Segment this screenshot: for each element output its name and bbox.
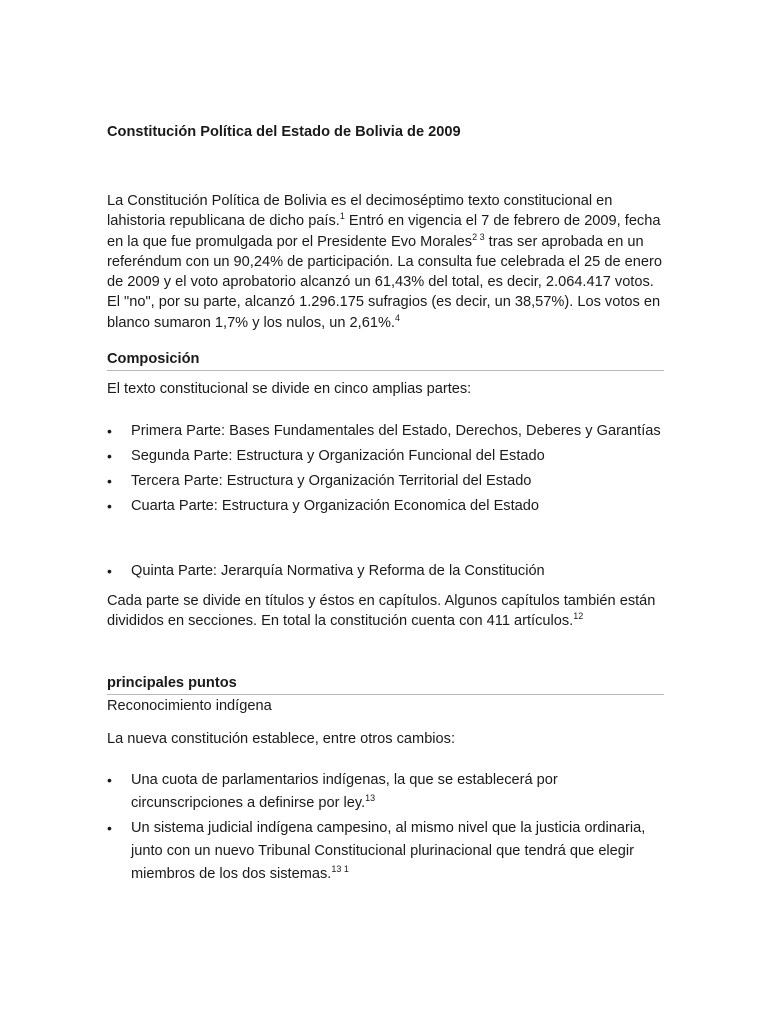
composicion-lead: El texto constitucional se divide en cinco amplias partes:: [107, 381, 472, 397]
footnote-ref[interactable]: 12: [573, 611, 584, 622]
footnote-ref[interactable]: 2 3: [472, 231, 485, 242]
bullet-icon: •: [107, 820, 112, 836]
list-item: [107, 769, 664, 815]
list-item: [107, 817, 664, 886]
footnote-ref[interactable]: 13: [365, 793, 376, 803]
intro-text-1: La Constitución Política de Bolivia es el decimoséptimo texto constitucional en lahistoria republicana de dicho país.: [107, 193, 613, 230]
list-item: [107, 470, 664, 493]
list-item-text: Quinta Parte: Jerarquía Normativa y Reforma de la Constitución: [131, 563, 545, 579]
parts-list: [107, 420, 664, 520]
list-item-text: Cuarta Parte: Estructura y Organización Economica del Estado: [131, 498, 540, 514]
section-heading-composicion: Composición: [107, 351, 664, 371]
bullet-icon: •: [107, 498, 112, 514]
changes-list: [107, 769, 664, 888]
parts-list-2: [107, 560, 664, 585]
list-item: [107, 560, 664, 583]
intro-text-2: Entró en vigencia el 7 de febrero de 2009, fecha en la que fue promulgada por el Presidente Evo Morales: [107, 213, 661, 250]
list-item-text: Segunda Parte: Estructura y Organización Funcional del Estado: [131, 448, 545, 464]
bullet-icon: •: [107, 563, 112, 579]
list-item-text: Tercera Parte: Estructura y Organización Territorial del Estado: [131, 473, 532, 489]
footnote-ref[interactable]: 1: [339, 211, 345, 222]
document-title: Constitución Política del Estado de Bolivia de 2009: [107, 124, 461, 140]
intro-text-3: tras ser aprobada en un referéndum con un 90,24% de participación. La consulta fue celebrada el 25 de enero de 2009 y el voto aprobatorio alcanzó un 61,43% del total, es decir, 2.064.417 votos. El "no", por su parte, alcanzó 1.296.175 sufragios (es decir, un 38,57%). Los votos en blanco sumaron 1,7% y los nulos, un 2,61%.: [107, 233, 662, 331]
bullet-icon: •: [107, 772, 112, 788]
subheading-reconocimiento: Reconocimiento indígena: [107, 698, 272, 714]
footnote-ref[interactable]: 13 1: [331, 864, 349, 874]
list-item-text: Primera Parte: Bases Fundamentales del Estado, Derechos, Deberes y Garantías: [131, 423, 661, 439]
list-item-text: Un sistema judicial indígena campesino, al mismo nivel que la justicia ordinaria, junto con un nuevo Tribunal Constitucional plurinacional que tendrá que elegir miembros de los dos sistemas.: [131, 820, 646, 882]
closing-text: Cada parte se divide en títulos y éstos en capítulos. Algunos capítulos también están divididos en secciones. En total la constitución cuenta con 411 artículos.: [107, 593, 656, 630]
list-item: [107, 420, 664, 443]
bullet-icon: •: [107, 473, 112, 489]
footnote-ref[interactable]: 4: [395, 312, 401, 323]
list-item: [107, 445, 664, 468]
composicion-closing: [107, 591, 664, 632]
section-heading-principales-puntos: principales puntos: [107, 675, 664, 695]
intro-paragraph: [107, 191, 664, 333]
bullet-icon: •: [107, 448, 112, 464]
list-item: [107, 495, 664, 518]
list-item-text: Una cuota de parlamentarios indígenas, la que se establecerá por circunscripciones a definirse por ley.: [131, 772, 558, 811]
bullet-icon: •: [107, 423, 112, 439]
puntos-lead: La nueva constitución establece, entre otros cambios:: [107, 731, 456, 747]
